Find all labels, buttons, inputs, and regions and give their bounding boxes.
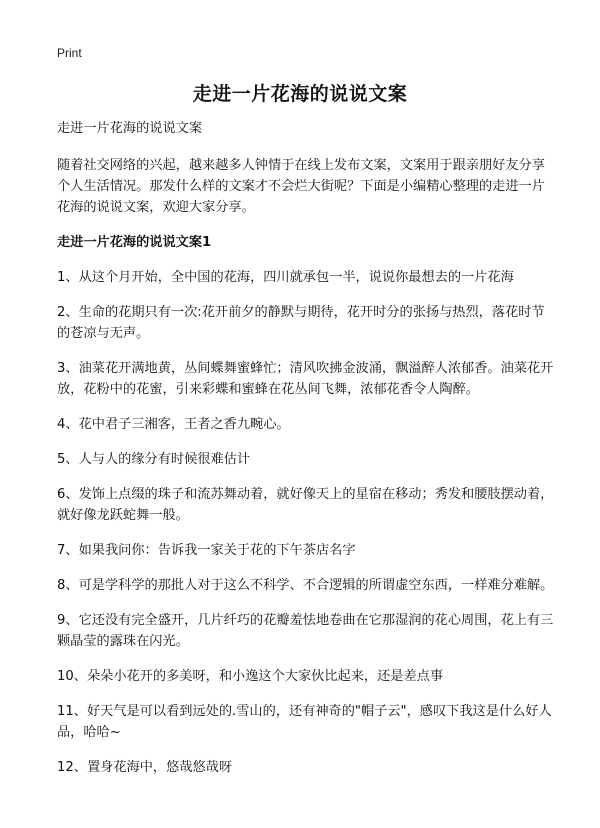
list-item: 8、可是学科学的那批人对于这么不科学、不合逻辑的所谓虚空东西，一样难分难解。	[57, 578, 554, 593]
list-item: 7、如果我问你：告诉我一家关于花的下午茶店名字	[57, 543, 356, 558]
list-item: 9、它还没有完全盛开，几片纤巧的花瓣羞怯地卷曲在它那湿润的花心周围，花上有三颗晶莹的露珠在闪光。	[57, 613, 554, 649]
article-intro: 随着社交网络的兴起，越来越多人钟情于在线上发布文案，文案用于跟亲朋好友分享个人生活情况。那发什么样的文案才不会烂大街呢？下面是小编精心整理的走进一片花海的说说文案，欢迎大家分享。	[57, 158, 545, 215]
list-item: 4、花中君子三湘客，王者之香九畹心。	[57, 417, 290, 432]
list-item: 5、人与人的缘分有时候很难估计	[57, 452, 251, 467]
list-item: 11、好天气是可以看到远处的.雪山的，还有神奇的"帽子云"，感叹下我这是什么好人品，哈哈~	[57, 704, 552, 740]
page-title: 走进一片花海的说说文案	[192, 83, 408, 105]
list-item: 3、油菜花开满地黄，丛间蝶舞蜜蜂忙；清风吹拂金波涌，飘溢醉人浓郁香。油菜花开放，花粉中的花蜜，引来彩蝶和蜜蜂在花丛间飞舞，浓郁花香令人陶醉。	[57, 361, 554, 397]
section-heading: 走进一片花海的说说文案1	[57, 235, 212, 250]
list-item: 2、生命的花期只有一次:花开前夕的静默与期待，花开时分的张扬与热烈，落花时节的苍凉与无声。	[57, 305, 545, 341]
print-link[interactable]: Print	[57, 46, 82, 60]
list-item: 1、从这个月开始，全中国的花海，四川就承包一半，说说你最想去的一片花海	[57, 270, 514, 285]
list-item: 6、发饰上点缀的珠子和流苏舞动着，就好像天上的星宿在移动；秀发和腰肢摆动着，就好像龙跃蛇舞一般。	[57, 487, 554, 523]
article-body	[57, 118, 555, 792]
list-item: 12、置身花海中，悠哉悠哉呀	[57, 760, 233, 775]
article-subtitle: 走进一片花海的说说文案	[57, 121, 203, 136]
list-item: 10、朵朵小花开的多美呀，和小逸这个大家伙比起来，还是差点事	[57, 669, 444, 684]
